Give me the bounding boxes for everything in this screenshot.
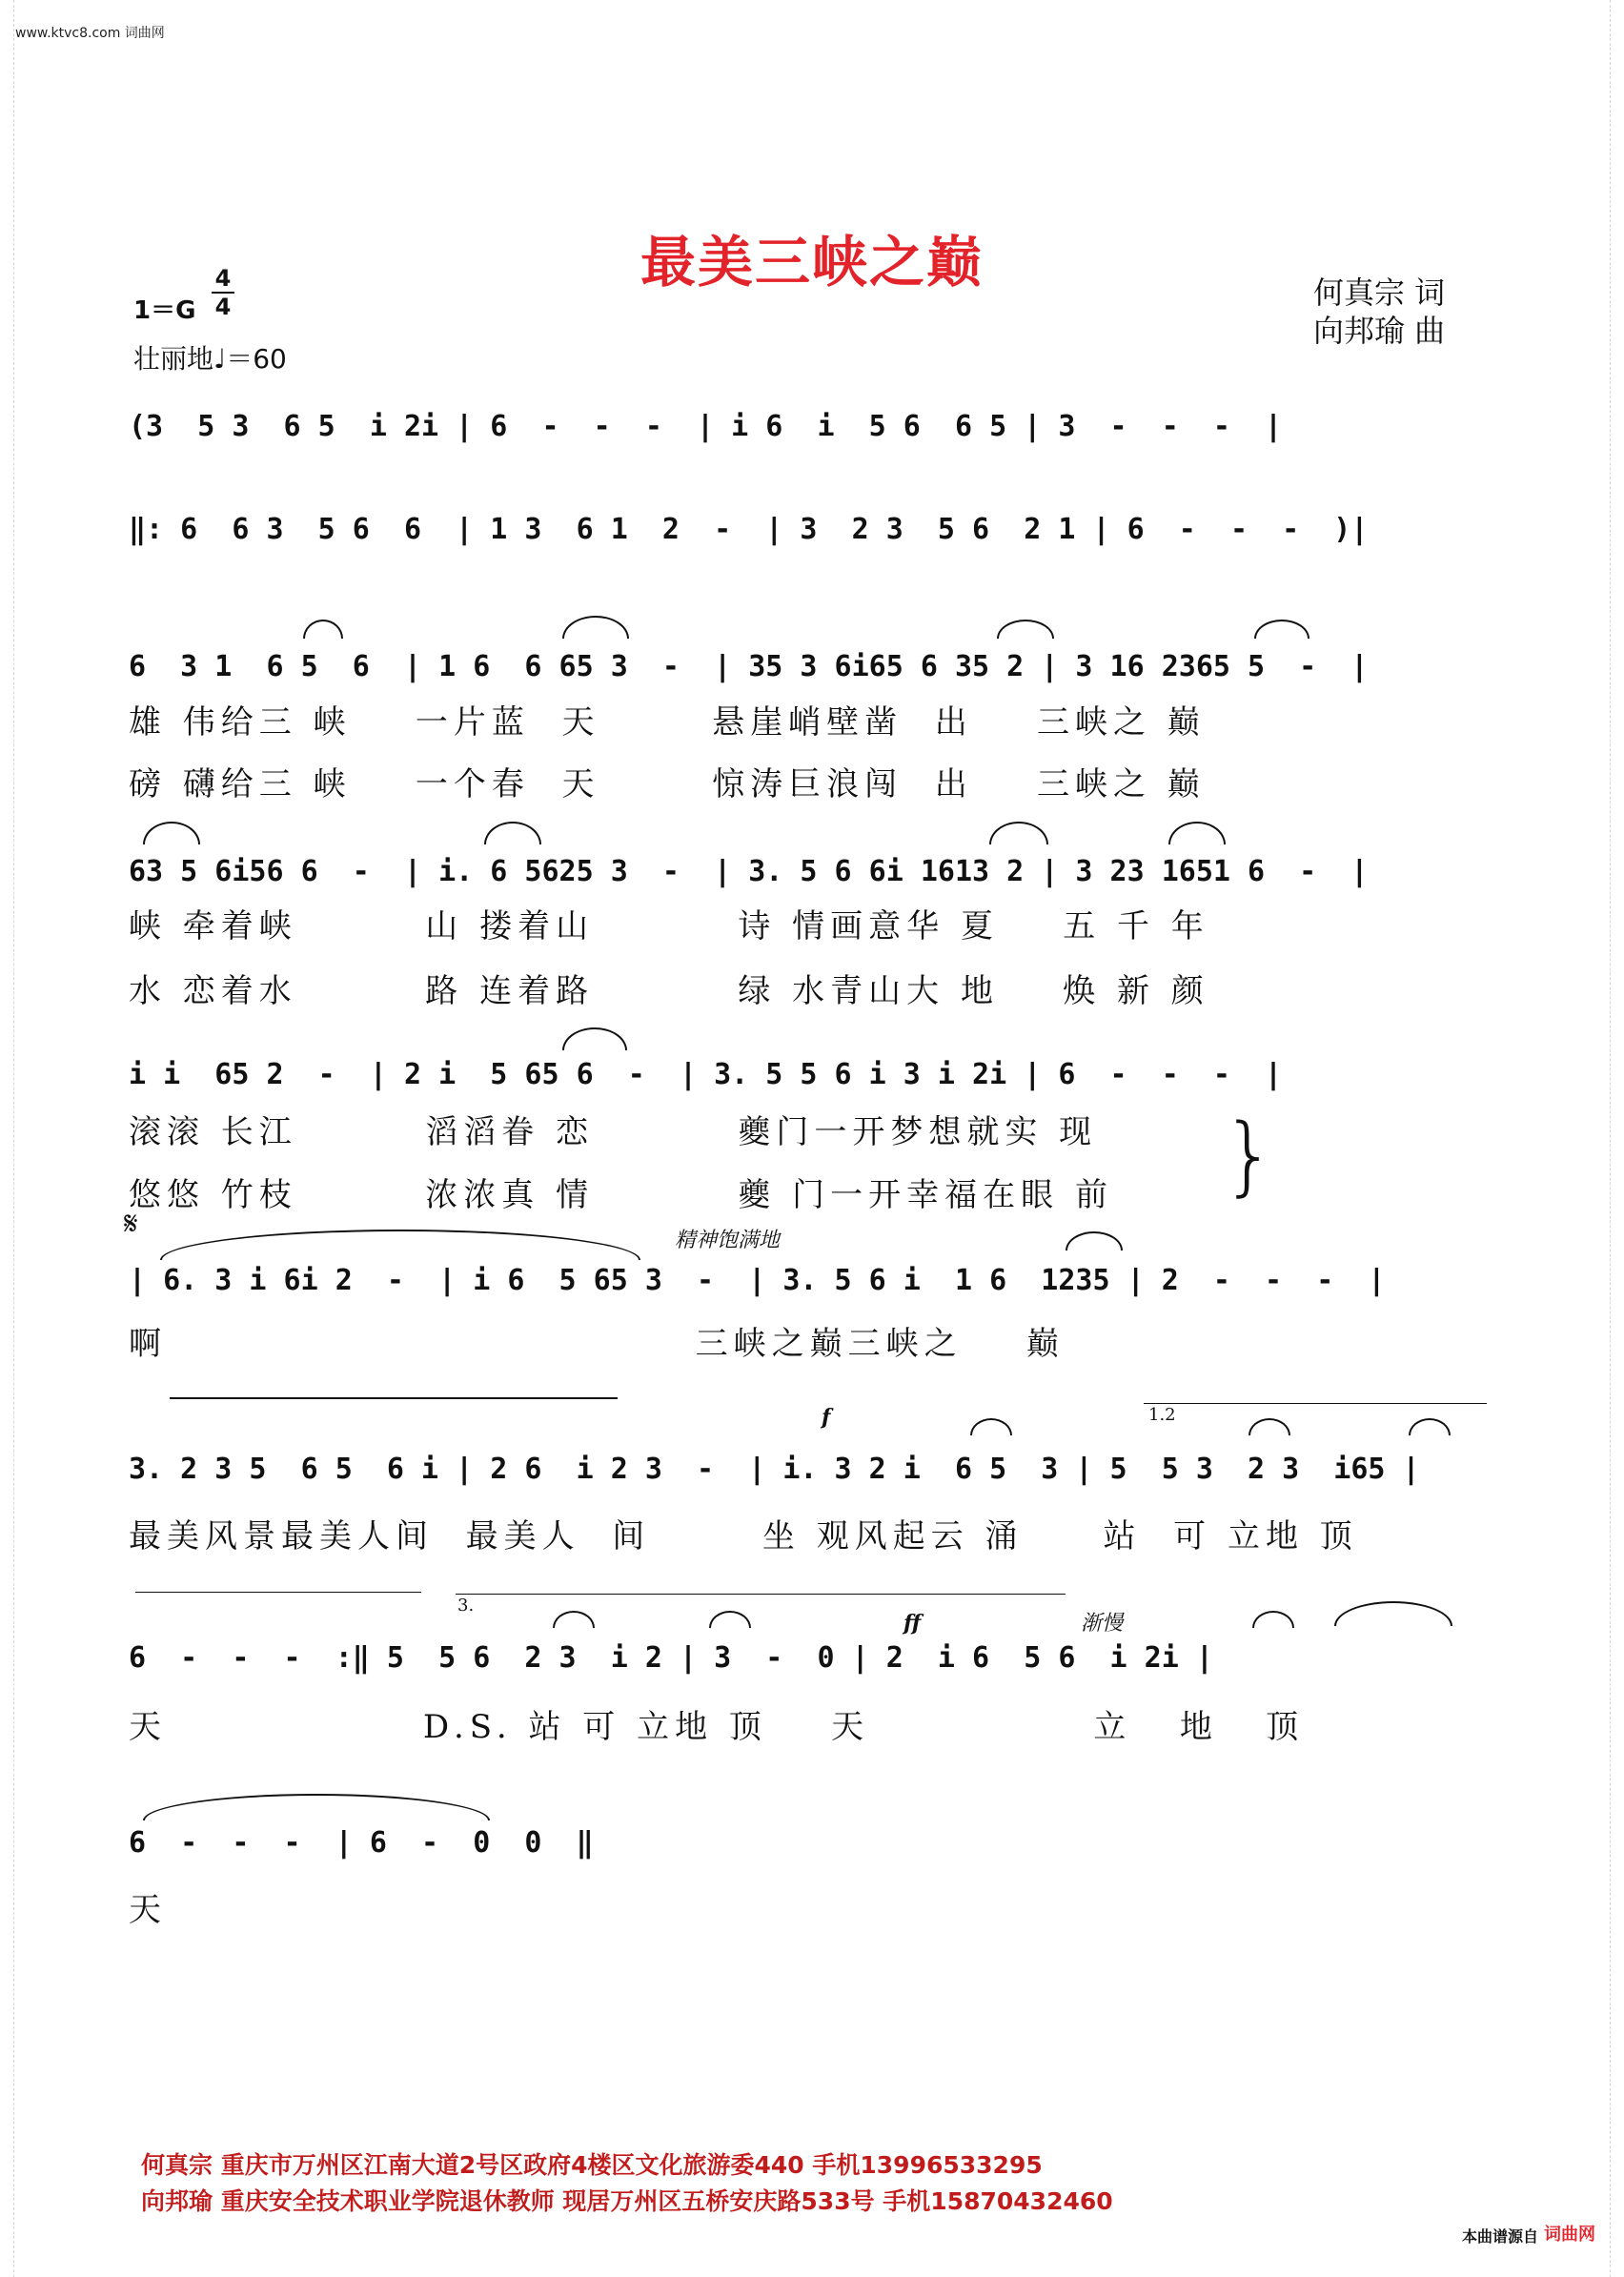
slur [562, 616, 629, 639]
volta-1-2-label: 1.2 [1148, 1405, 1176, 1425]
score-system-3: 6 3 1 6 5 6 | 1 6 6 65 3 - | 35 3 6i65 6 35 2 | 3 16 2365 5 - | [129, 650, 1369, 683]
lyrics-system-5-verse-1: 滚滚 长江 滔滔眷 恋 夔门一开梦想就实 现 [129, 1113, 1098, 1151]
score-system-1: (3 5 3 6 5 i 2i | 6 - - - | i 6 i 5 6 6 5 | 3 - - - | [129, 410, 1283, 443]
expression-spirited: 精神饱满地 [675, 1229, 781, 1252]
slur [303, 620, 343, 639]
tempo-marking: 壮丽地♩＝60 [133, 343, 287, 375]
volta-3-label: 3. [457, 1596, 475, 1616]
dynamic-forte: f [822, 1405, 831, 1430]
slur [562, 1027, 627, 1050]
slur [997, 620, 1054, 639]
left-margin-watermark [0, 0, 14, 2277]
slur [970, 1418, 1012, 1435]
time-signature: 4 4 [212, 265, 234, 320]
volta-3-bracket [456, 1594, 1066, 1595]
lyrics-system-9: 天 [129, 1891, 167, 1929]
slur [1248, 1418, 1290, 1435]
footer-composer-contact: 向邦瑜 重庆安全技术职业学院退休教师 现居万州区五桥安庆路533号 手机15870432460 [141, 2187, 1113, 2215]
source-note: 本曲谱源自 [1461, 2227, 1538, 2246]
segno-mark: 𝄋 [124, 1205, 138, 1243]
lyrics-system-4-verse-2: 水 恋着水 路 连着路 绿 水青山大 地 焕 新 颜 [129, 972, 1209, 1010]
tempo-slowing: 渐慢 [1081, 1612, 1124, 1636]
score-system-9: 6 - - - | 6 - 0 0 ‖ [129, 1826, 594, 1860]
lyrics-system-3-verse-2: 磅 礴给三 峡 一个春 天 惊涛巨浪闯 出 三峡之 巅 [129, 765, 1206, 803]
verse-brace: } [1222, 1106, 1277, 1206]
slur [143, 822, 200, 844]
slur [989, 822, 1048, 844]
key-signature: 1＝G [133, 296, 196, 325]
score-system-6: | 6. 3 i 6i 2 - | i 6 5 65 3 - | 3. 5 6 i 1 6 1235 | 2 - - - | [129, 1264, 1386, 1297]
slur [1254, 620, 1309, 639]
site-url: www.ktvc8.com 词曲网 [15, 26, 165, 41]
dynamic-fortissimo: ff [903, 1611, 922, 1636]
slur [553, 1611, 595, 1628]
score-system-8: 6 - - - :‖ 5 5 6 2 3 i 2 | 3 - 0 | 2 i 6 5 6 i 2i | [129, 1641, 1213, 1675]
slur [1409, 1418, 1451, 1435]
lyrics-system-6: 啊 三峡之巅三峡之 巅 [129, 1325, 1065, 1363]
right-margin-watermark [1610, 0, 1624, 2277]
slur [143, 1794, 490, 1820]
lyricist-credit: 何真宗 词 [1313, 274, 1446, 311]
slur [160, 1230, 640, 1260]
score-system-5: i i 65 2 - | 2 i 5 65 6 - | 3. 5 5 6 i 3 i 2i | 6 - - - | [129, 1058, 1283, 1091]
lyrics-system-3-verse-1: 雄 伟给三 峡 一片蓝 天 悬崖峭壁凿 出 三峡之 巅 [129, 703, 1206, 742]
slur [1066, 1231, 1123, 1250]
score-system-2: ‖: 6 6 3 5 6 6 | 1 3 6 1 2 - | 3 2 3 5 6 2 1 | 6 - - - )| [129, 513, 1369, 546]
lyrics-system-4-verse-1: 峡 牵着峡 山 搂着山 诗 情画意华 夏 五 千 年 [129, 907, 1209, 945]
slur-line-continuation [170, 1397, 618, 1399]
lyrics-system-5-verse-2: 悠悠 竹枝 浓浓真 情 夔 门一开幸福在眼 前 [129, 1176, 1113, 1214]
lyrics-system-7: 最美风景最美人间 最美人 间 坐 观风起云 涌 站 可 立地 顶 [129, 1517, 1358, 1555]
song-title: 最美三峡之巅 [639, 230, 984, 295]
footer-lyricist-contact: 何真宗 重庆市万州区江南大道2号区政府4楼区文化旅游委440 手机13996533295 [141, 2151, 1043, 2179]
slur [709, 1611, 751, 1628]
lyrics-system-8: 天 D.S. 站 可 立地 顶 天 立 地 顶 [129, 1708, 1305, 1746]
slur [484, 822, 541, 844]
composer-credit: 向邦瑜 曲 [1313, 313, 1446, 349]
brand-logo[interactable]: 词曲网 [1544, 2225, 1595, 2245]
score-system-4: 63 5 6i56 6 - | i. 6 5625 3 - | 3. 5 6 6i 1613 2 | 3 23 1651 6 - | [129, 855, 1369, 888]
slur [1334, 1601, 1452, 1626]
volta-1-2-bracket [1144, 1403, 1487, 1404]
slur [1168, 822, 1226, 844]
slur [1252, 1611, 1294, 1628]
volta-continuation [135, 1592, 421, 1593]
score-system-7: 3. 2 3 5 6 5 6 i | 2 6 i 2 3 - | i. 3 2 i 6 5 3 | 5 5 3 2 3 i65 | [129, 1453, 1420, 1486]
